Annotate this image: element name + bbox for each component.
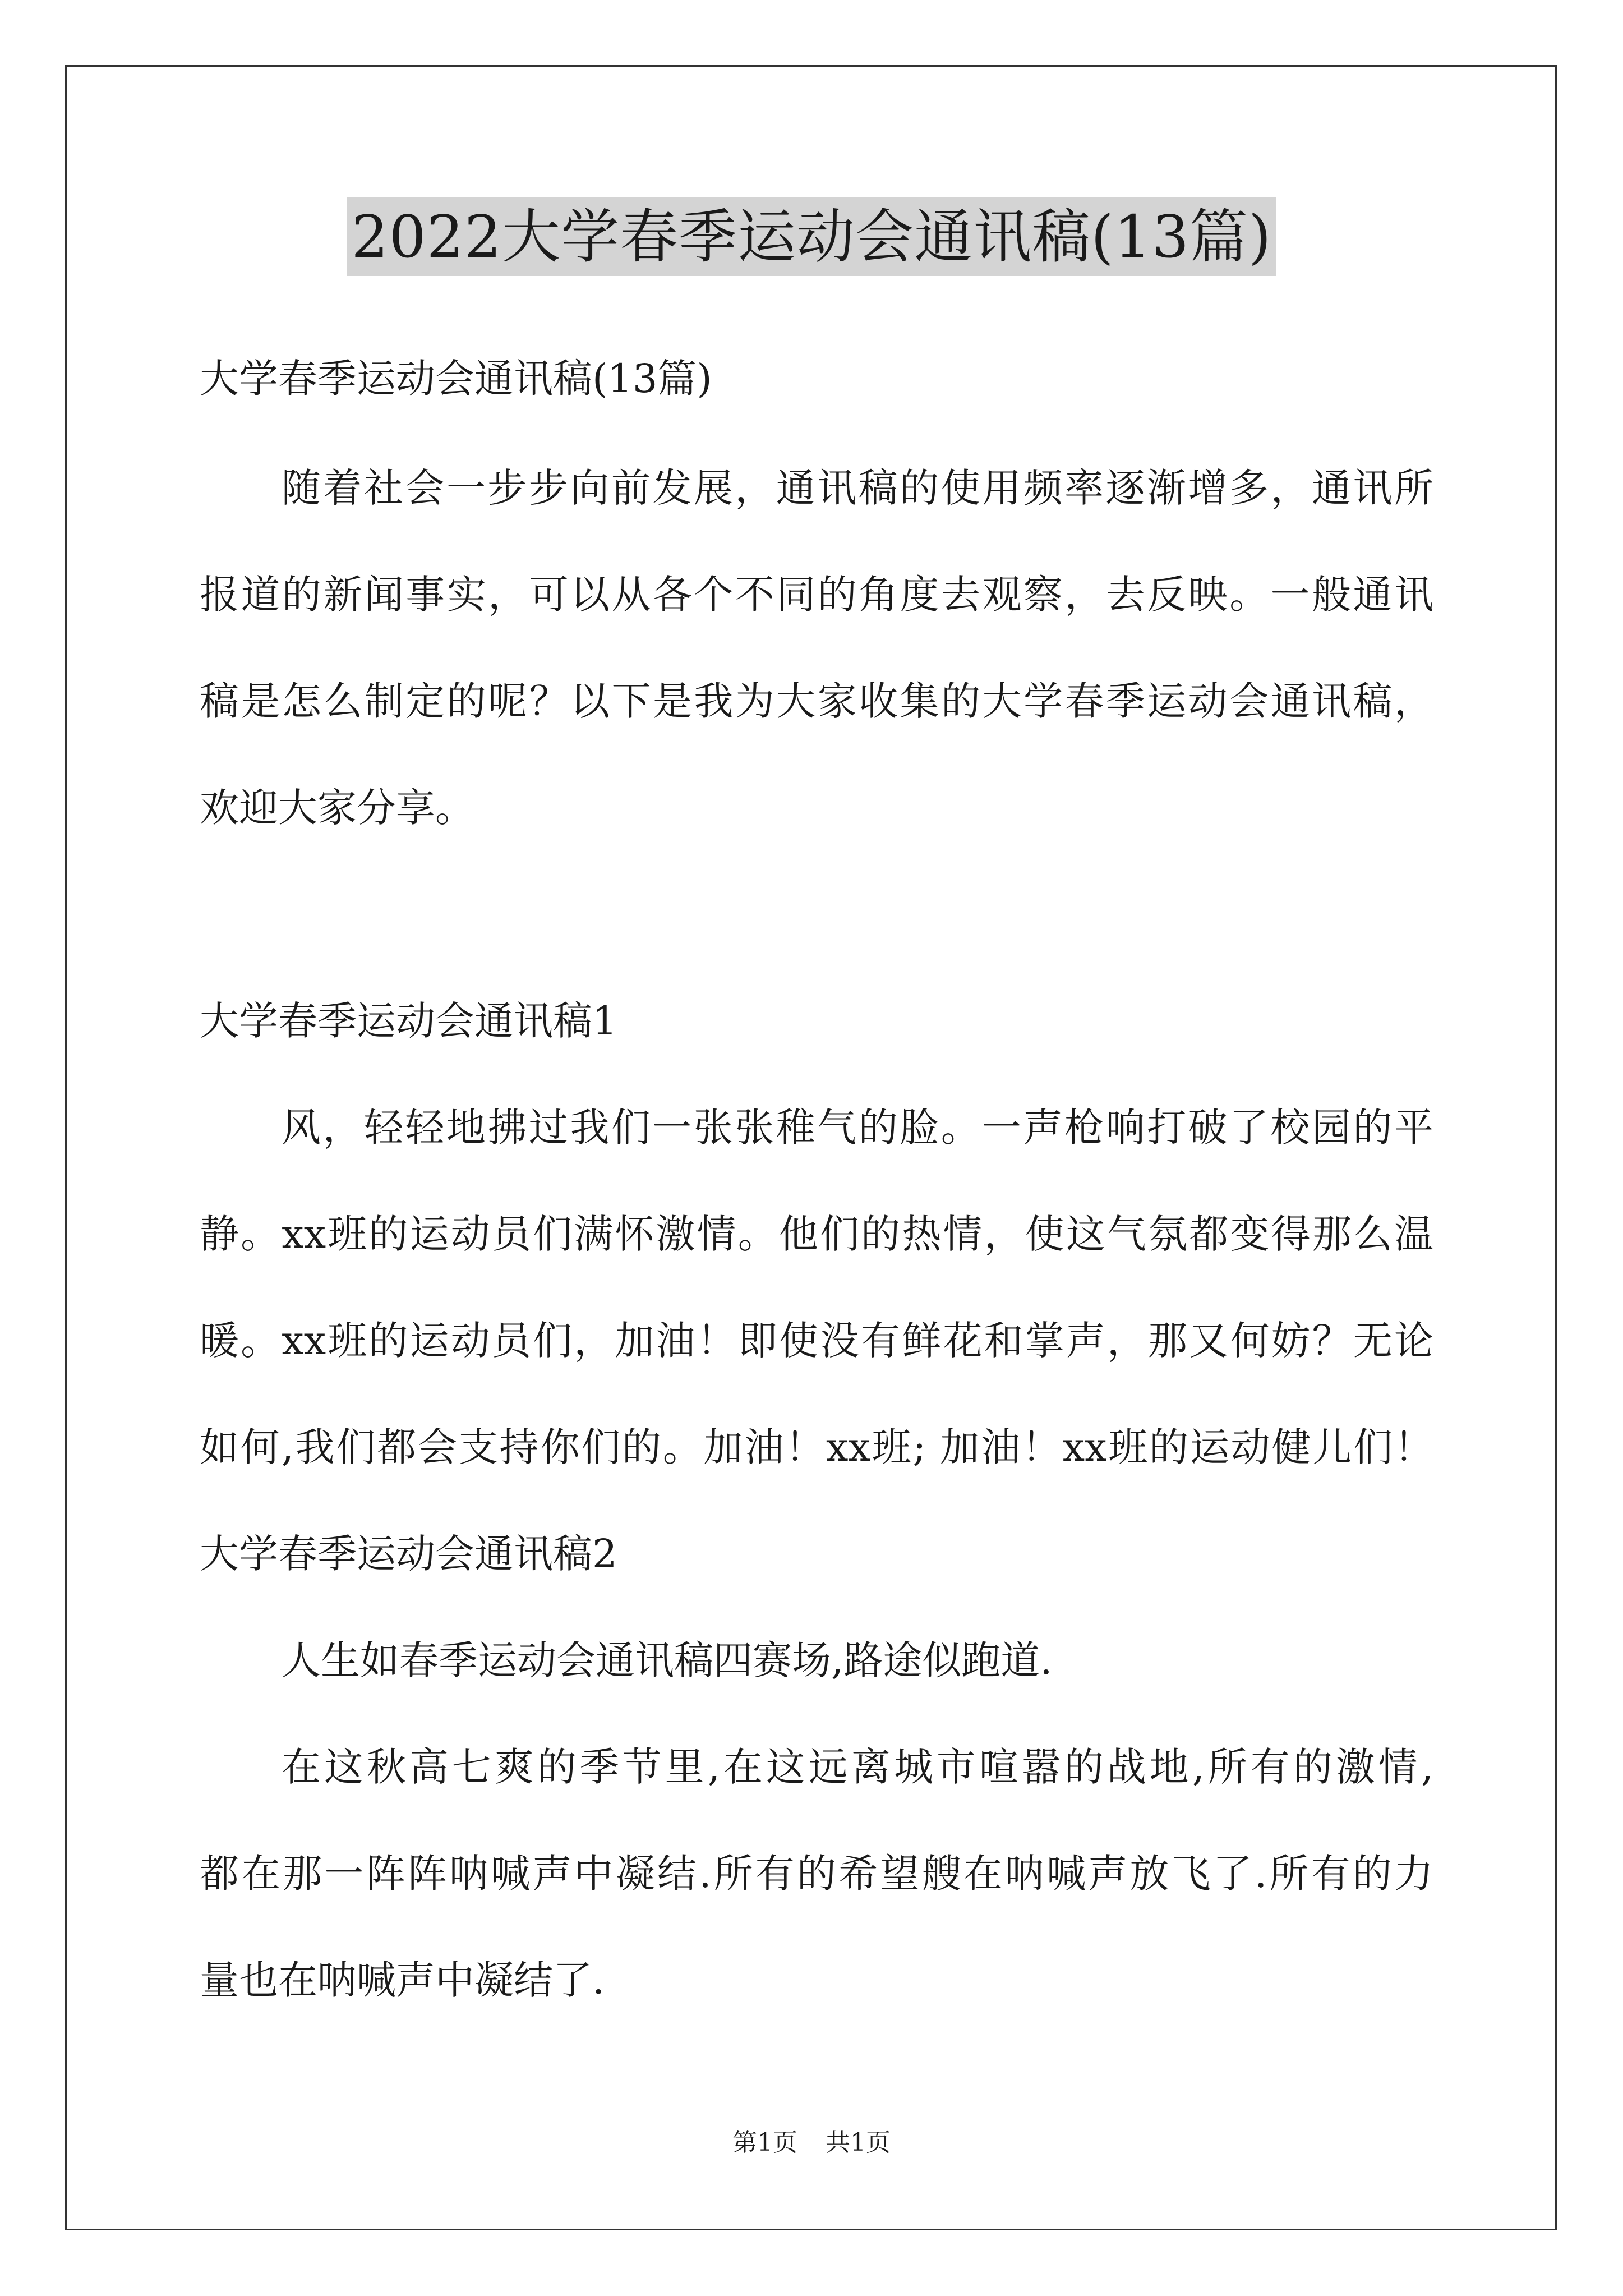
subtitle: 大学春季运动会通讯稿(13篇) (200, 356, 712, 402)
document-title-block (0, 197, 1623, 276)
section-1-line-3: 暖。xx班的运动员们，加油！即使没有鲜花和掌声，那又何妨？无论 (200, 1318, 1434, 1364)
section-1-line-4: 如何,我们都会支持你们的。加油！xx班; 加油！xx班的运动健儿们！ (200, 1424, 1433, 1470)
page-number-current: 第1页 (732, 2128, 797, 2157)
intro-line-4: 欢迎大家分享。 (200, 785, 474, 831)
document-title: 2022大学春季运动会通讯稿(13篇) (347, 197, 1276, 276)
section-2-paragraph-2-line-2: 都在那一阵阵呐喊声中凝结.所有的希望艘在呐喊声放飞了.所有的力 (200, 1851, 1433, 1897)
section-1-line-2: 静。xx班的运动员们满怀激情。他们的热情，使这气氛都变得那么温 (200, 1211, 1434, 1257)
section-2-paragraph-2-line-3: 量也在呐喊声中凝结了. (200, 1957, 605, 2003)
intro-line-1: 随着社会一步步向前发展，通讯稿的使用频率逐渐增多，通讯所 (282, 465, 1433, 511)
section-1-line-1: 风，轻轻地拂过我们一张张稚气的脸。一声枪响打破了校园的平 (282, 1105, 1433, 1151)
intro-line-3: 稿是怎么制定的呢？以下是我为大家收集的大学春季运动会通讯稿， (200, 678, 1433, 724)
section-2-paragraph-2-line-1: 在这秋高七爽的季节里,在这远离城市喧嚣的战地,所有的激情, (282, 1744, 1433, 1790)
intro-line-2: 报道的新闻事实，可以从各个不同的角度去观察，去反映。一般通讯 (200, 572, 1433, 618)
section-2-paragraph-1: 人生如春季运动会通讯稿四赛场,路途似跑道. (282, 1637, 1053, 1683)
page-number-total: 共1页 (826, 2128, 891, 2157)
page-footer (0, 2126, 1623, 2160)
section-1-heading: 大学春季运动会通讯稿1 (200, 998, 617, 1044)
section-2-heading: 大学春季运动会通讯稿2 (200, 1531, 617, 1577)
